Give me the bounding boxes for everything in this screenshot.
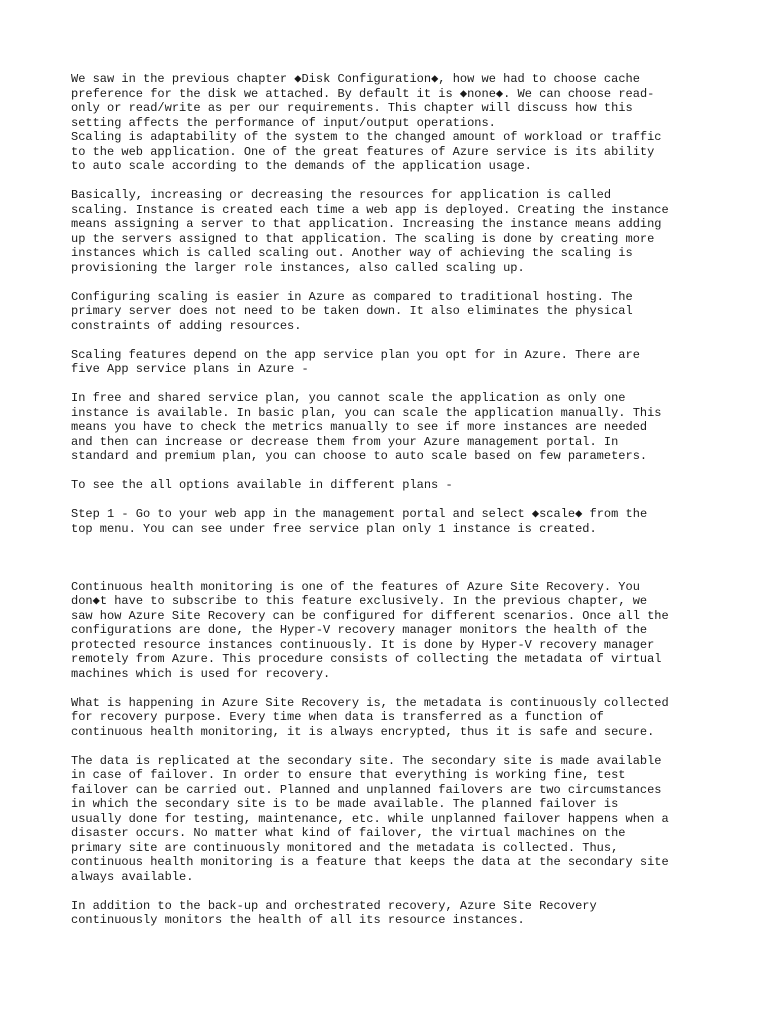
paragraph-gap — [71, 493, 711, 508]
paragraph-metadata-collection — [71, 696, 711, 740]
text-line: continuously monitors the health of all its resource instances. — [71, 913, 525, 927]
text-line: continuous health monitoring is a feature that keeps the data at the secondary site — [71, 855, 669, 869]
text-line: configurations are done, the Hyper-V recovery manager monitors the health of the — [71, 623, 648, 637]
section-gap — [71, 536, 711, 580]
text-line: primary server does not need to be taken down. It also eliminates the physical — [71, 304, 633, 318]
text-line: setting affects the performance of input/output operations. — [71, 115, 496, 130]
paragraph-options-intro — [71, 478, 711, 493]
text-line: standard and premium plan, you can choose to auto scale based on few parameters. — [71, 449, 648, 463]
text-line: saw how Azure Site Recovery can be configured for different scenarios. Once all the — [71, 608, 669, 623]
text-line: preference for the disk we attached. By default it is ◆none◆. We can choose read- — [71, 86, 655, 101]
paragraph-cache-and-scaling-intro — [71, 72, 711, 174]
paragraph-gap — [71, 377, 711, 392]
text-line: The data is replicated at the secondary site. The secondary site is made available — [71, 753, 662, 768]
paragraph-gap — [71, 884, 711, 899]
paragraph-gap — [71, 275, 711, 290]
paragraph-gap — [71, 464, 711, 479]
text-line: Step 1 - Go to your web app in the management portal and select ◆scale◆ from the — [71, 507, 648, 521]
text-line: in which the secondary site is to be made available. The planned failover is — [71, 797, 619, 811]
text-line: remotely from Azure. This procedure consists of collecting the metadata of virtual — [71, 652, 662, 666]
text-line: disaster occurs. No matter what kind of failover, the virtual machines on the — [71, 826, 626, 840]
document-page — [71, 72, 711, 928]
text-line: five App service plans in Azure - — [71, 362, 309, 376]
text-line: protected resource instances continuously. It is done by Hyper-V recovery manager — [71, 637, 655, 652]
text-line: Continuous health monitoring is one of the features of Azure Site Recovery. You — [71, 579, 640, 594]
text-line: to auto scale according to the demands of the application usage. — [71, 159, 532, 173]
text-line: What is happening in Azure Site Recovery is, the metadata is continuously collected — [71, 695, 669, 710]
text-line: and then can increase or decrease them from your Azure management portal. In — [71, 434, 619, 449]
paragraph-plan-details — [71, 391, 711, 464]
text-line: instance is available. In basic plan, you can scale the application manually. This — [71, 405, 662, 420]
text-line: means assigning a server to that application. Increasing the instance means adding — [71, 217, 662, 231]
paragraph-health-monitoring — [71, 580, 711, 682]
text-line: means you have to check the metrics manually to see if more instances are needed — [71, 420, 648, 434]
text-line: up the servers assigned to that application. The scaling is done by creating more — [71, 231, 655, 246]
text-line: top menu. You can see under free service plan only 1 instance is created. — [71, 521, 597, 536]
text-line: in case of failover. In order to ensure that everything is working fine, test — [71, 768, 626, 782]
text-line: constraints of adding resources. — [71, 318, 302, 333]
text-line: machines which is used for recovery. — [71, 666, 331, 681]
paragraph-closing — [71, 899, 711, 928]
paragraph-replication — [71, 754, 711, 885]
text-line: instances which is called scaling out. Another way of achieving the scaling is — [71, 246, 633, 260]
text-line: usually done for testing, maintenance, etc. while unplanned failover happens when a — [71, 811, 669, 826]
paragraph-step-1 — [71, 507, 711, 536]
text-line: We saw in the previous chapter ◆Disk Configuration◆, how we had to choose cache — [71, 72, 640, 86]
paragraph-scaling-definition — [71, 188, 711, 275]
text-line: don◆t have to subscribe to this feature exclusively. In the previous chapter, we — [71, 594, 648, 608]
paragraph-gap — [71, 174, 711, 189]
text-line: failover can be carried out. Planned and unplanned failovers are two circumstances — [71, 782, 662, 797]
text-line: provisioning the larger role instances, also called scaling up. — [71, 260, 525, 275]
paragraph-gap — [71, 739, 711, 754]
text-line: Scaling is adaptability of the system to the changed amount of workload or traffic — [71, 130, 662, 144]
text-line: Basically, increasing or decreasing the resources for application is called — [71, 188, 612, 202]
text-line: primary site are continuously monitored and the metadata is collected. Thus, — [71, 840, 619, 855]
text-line: In addition to the back-up and orchestrated recovery, Azure Site Recovery — [71, 898, 597, 913]
paragraph-configuring-scaling — [71, 290, 711, 334]
paragraph-gap — [71, 681, 711, 696]
text-line: continuous health monitoring, it is always encrypted, thus it is safe and secure. — [71, 724, 655, 739]
text-line: Scaling features depend on the app service plan you opt for in Azure. There are — [71, 347, 640, 362]
text-line: always available. — [71, 869, 194, 884]
text-line: Configuring scaling is easier in Azure as compared to traditional hosting. The — [71, 289, 633, 304]
text-line: To see the all options available in different plans - — [71, 478, 453, 492]
paragraph-service-plans — [71, 348, 711, 377]
text-line: only or read/write as per our requirements. This chapter will discuss how this — [71, 101, 633, 115]
paragraph-gap — [71, 333, 711, 348]
text-line: for recovery purpose. Every time when data is transferred as a function of — [71, 710, 604, 724]
text-line: scaling. Instance is created each time a web app is deployed. Creating the instance — [71, 202, 669, 217]
text-line: In free and shared service plan, you cannot scale the application as only one — [71, 391, 626, 405]
text-line: to the web application. One of the great features of Azure service is its ability — [71, 144, 655, 159]
